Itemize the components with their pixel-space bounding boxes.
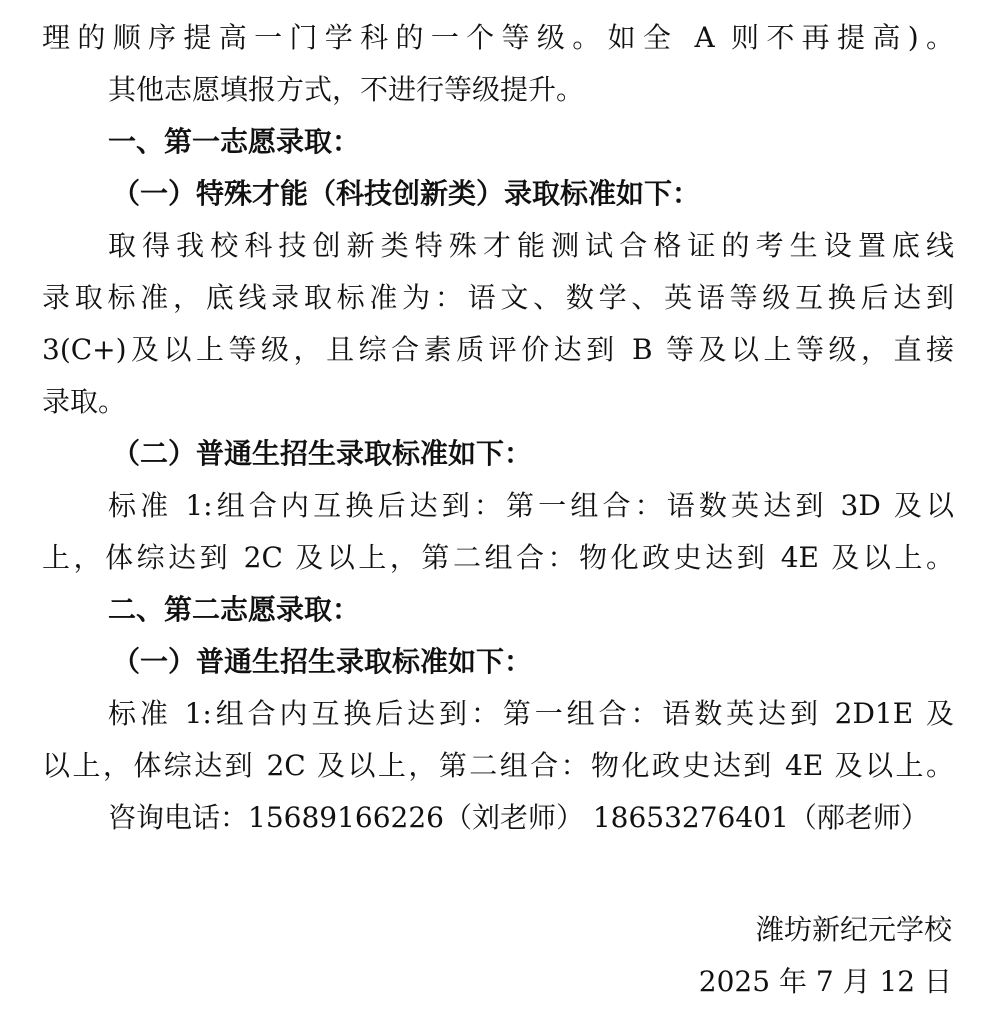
heading-second-choice: 二、第二志愿录取： — [108, 593, 361, 626]
text-line-other-methods: 其他志愿填报方式，不进行等级提升。 — [108, 73, 585, 106]
paragraph-regular-second-line-2: 以上，体综达到 2C 及以上，第二组合：物化政史达到 4E 及以上。 — [42, 749, 954, 782]
subheading-special-talent: （一）特殊才能（科技创新类）录取标准如下： — [112, 177, 701, 210]
subheading-regular-admission-second: （一）普通生招生录取标准如下： — [112, 645, 533, 678]
text-line-continuation: 理的顺序提高一门学科的一个等级。如全 A 则不再提高)。 — [42, 21, 954, 54]
contact-phone: 咨询电话：15689166226（刘老师） 18653276401（邴老师） — [108, 801, 929, 834]
school-signature: 潍坊新纪元学校 — [755, 913, 952, 946]
paragraph-regular-first-line-1: 标准 1:组合内互换后达到：第一组合：语数英达到 3D 及以 — [108, 489, 954, 522]
paragraph-regular-first-line-2: 上，体综达到 2C 及以上，第二组合：物化政史达到 4E 及以上。 — [42, 541, 954, 574]
document-date: 2025 年 7 月 12 日 — [698, 965, 952, 998]
paragraph-regular-second-line-1: 标准 1:组合内互换后达到：第一组合：语数英达到 2D1E 及 — [108, 697, 954, 730]
paragraph-special-talent-line-3: 3(C+)及以上等级，且综合素质评价达到 B 等及以上等级，直接 — [42, 333, 954, 366]
paragraph-special-talent-line-4: 录取。 — [42, 385, 127, 418]
subheading-regular-admission-first: （二）普通生招生录取标准如下： — [112, 437, 533, 470]
heading-first-choice: 一、第一志愿录取： — [108, 125, 361, 158]
paragraph-special-talent-line-2: 录取标准，底线录取标准为：语文、数学、英语等级互换后达到 — [42, 281, 954, 314]
paragraph-special-talent-line-1: 取得我校科技创新类特殊才能测试合格证的考生设置底线 — [108, 229, 954, 262]
